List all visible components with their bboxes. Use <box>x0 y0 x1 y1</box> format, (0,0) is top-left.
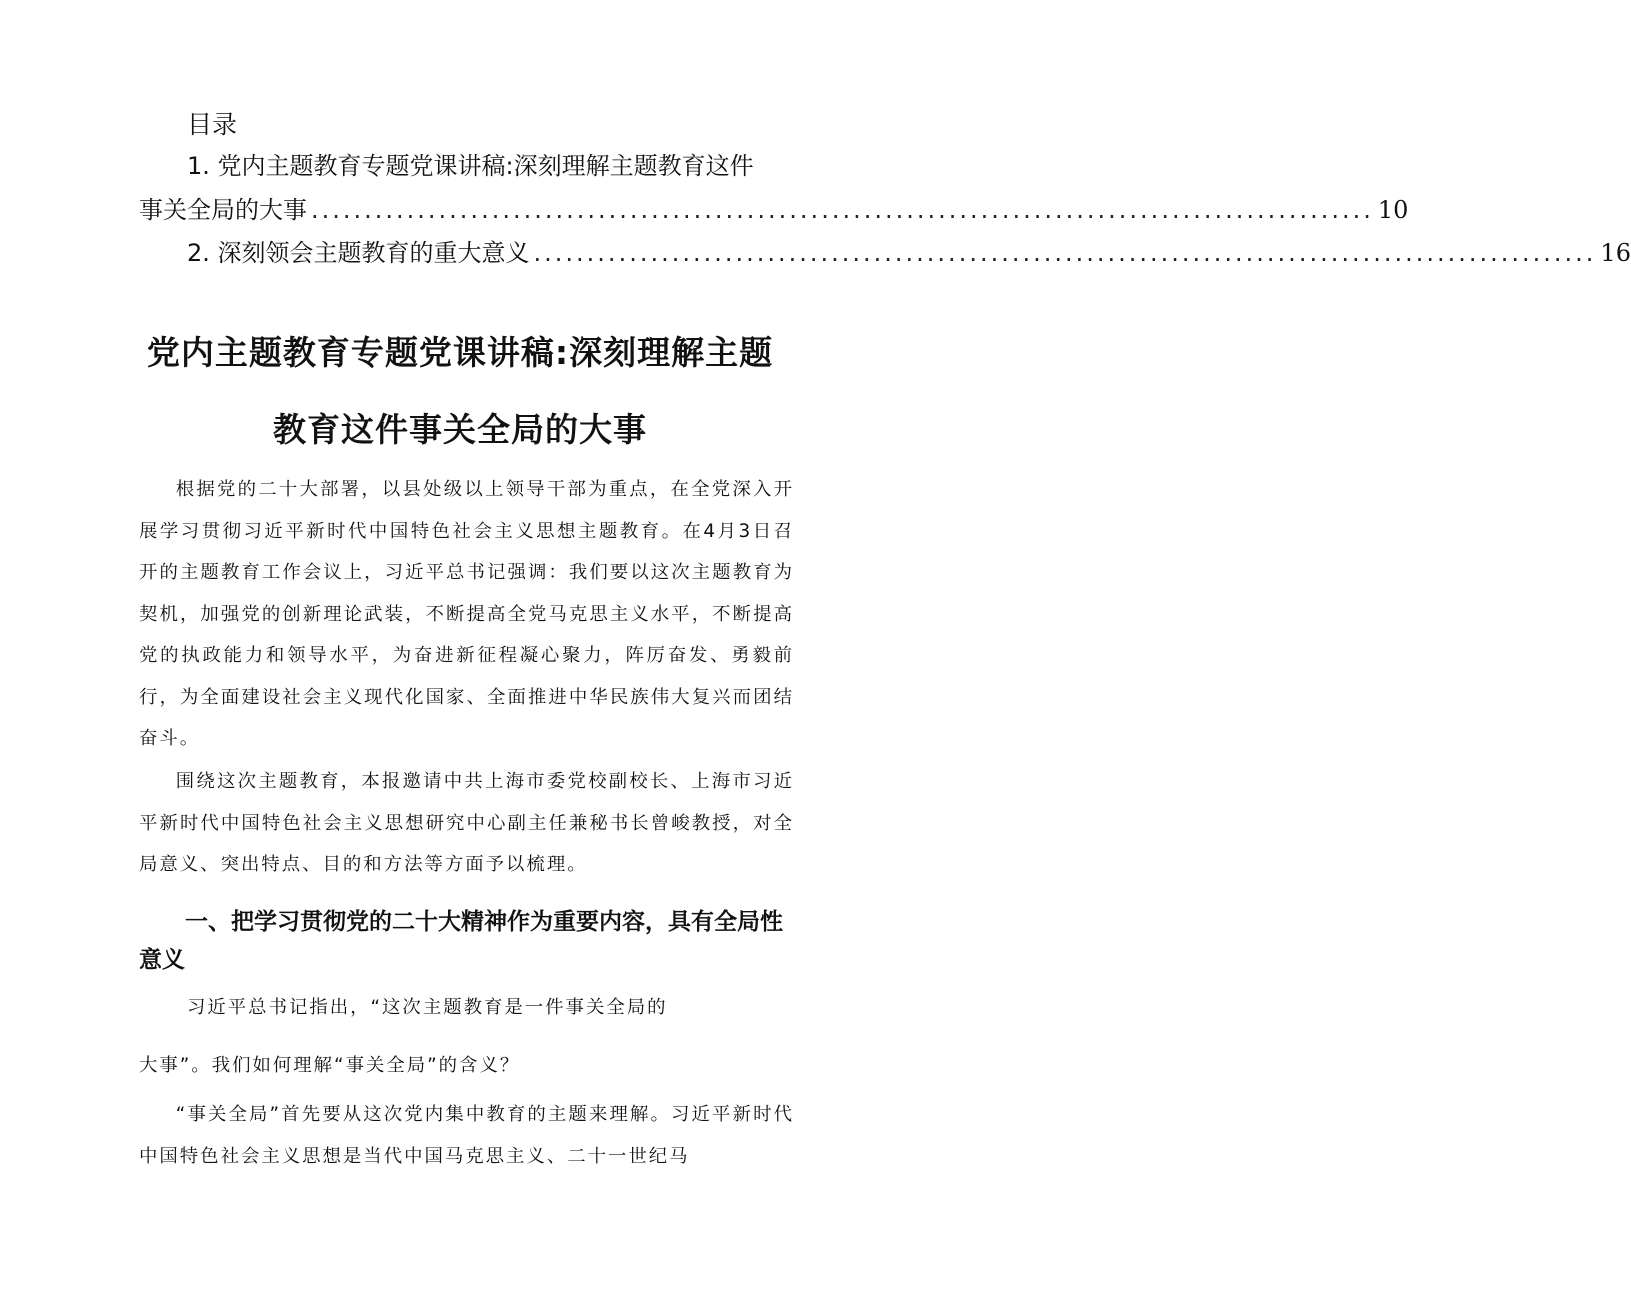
toc-entry-2-page: 16 <box>1600 239 1631 267</box>
toc-heading: 目录 <box>187 110 238 139</box>
toc-entry-1-title-tail: 事关全局的大事 <box>139 196 307 224</box>
section-heading-1: 一、把学习贯彻党的二十大精神作为重要内容，具有全局性意义 <box>139 909 783 973</box>
toc-leader-dots: .................................................................................................... <box>533 239 1597 267</box>
toc-leader-dots: .................................................................................................... <box>311 196 1374 224</box>
toc-entry-2[interactable] <box>187 236 1631 270</box>
toc-entry-1-line-1[interactable]: 1. 党内主题教育专题党课讲稿:深刻理解主题教育这件 <box>187 152 754 180</box>
article-title-line-1: 党内主题教育专题党课讲稿:深刻理解主题 <box>146 333 774 372</box>
paragraph-4: “事关全局”首先要从这次党内集中教育的主题来理解。习近平新时代中国特色社会主义思想是当代中国马克思主义、二十一世纪马 <box>139 1104 794 1167</box>
toc-entry-1-line-2[interactable] <box>139 193 1409 227</box>
toc-entry-1-page: 10 <box>1377 196 1409 224</box>
paragraph-2: 围绕这次主题教育，本报邀请中共上海市委党校副校长、上海市习近平新时代中国特色社会主义思想研究中心副主任兼秘书长曾峻教授，对全局意义、突出特点、目的和方法等方面予以梳理。 <box>139 771 794 875</box>
paragraph-1: 根据党的二十大部署，以县处级以上领导干部为重点，在全党深入开展学习贯彻习近平新时代中国特色社会主义思想主题教育。在4月3日召开的主题教育工作会议上，习近平总书记强调：我们要以这次主题教育为契机，加强党的创新理论武装，不断提高全党马克思主义水平，不断提高党的执政能力和领导水平，为奋进新征程凝心聚力，阵厉奋发、勇毅前行，为全面建设社会主义现代化国家、全面推进中华民族伟大复兴而团结奋斗。 <box>139 479 794 749</box>
toc-entry-2-title: 2. 深刻领会主题教育的重大意义 <box>187 239 530 267</box>
paragraph-3-line-1: 习近平总书记指出，“这次主题教育是一件事关全局的 <box>187 997 668 1018</box>
article-title-line-2: 教育这件事关全局的大事 <box>273 410 647 449</box>
paragraph-3-line-2: 大事”。我们如何理解“事关全局”的含义？ <box>139 1055 521 1076</box>
